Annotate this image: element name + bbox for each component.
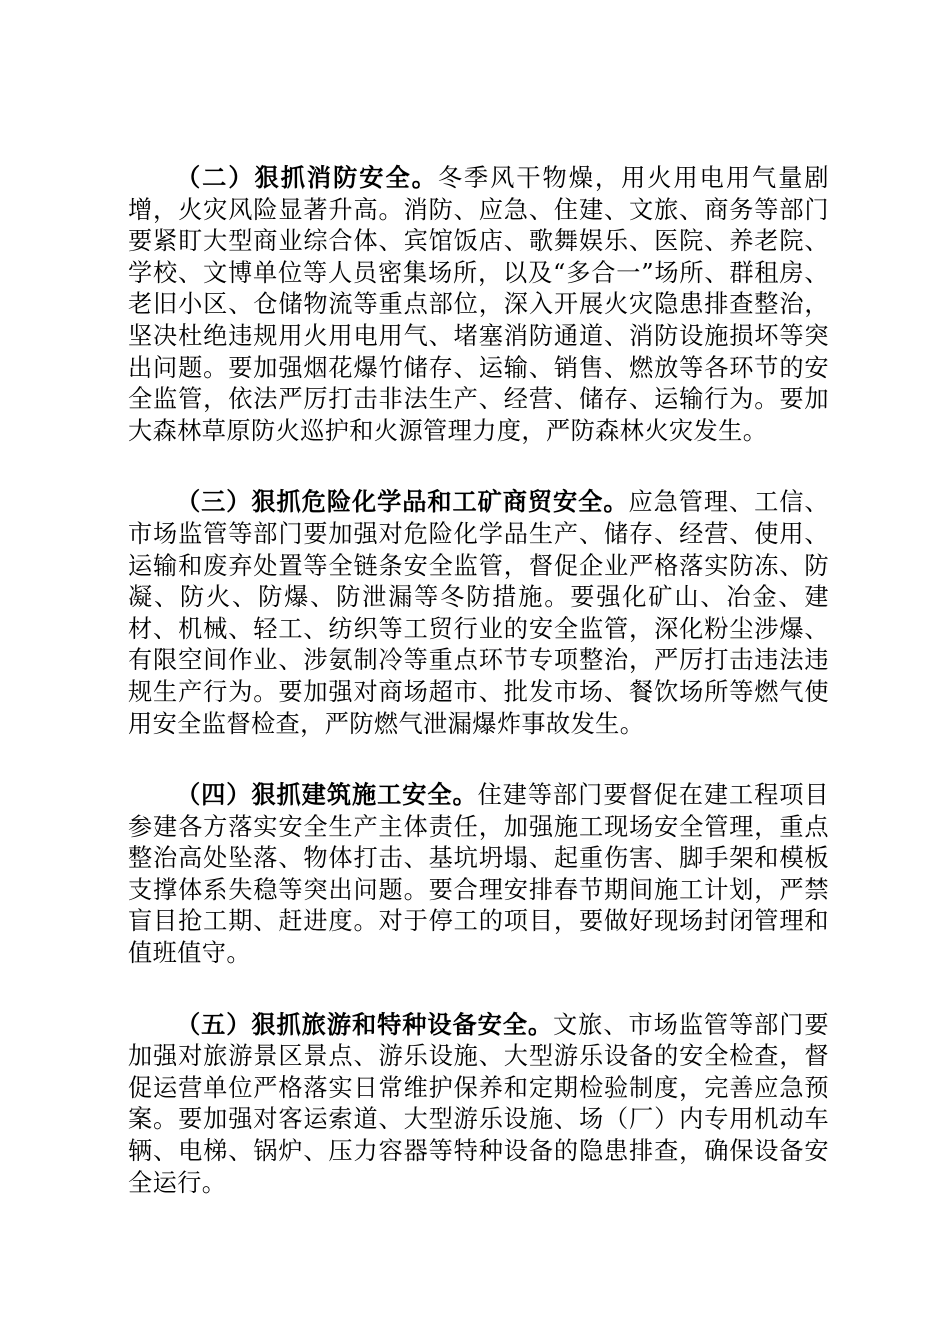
paragraph-heading: （五）狠抓旅游和特种设备安全。 xyxy=(176,1010,554,1039)
paragraph-construction-safety xyxy=(128,780,829,970)
paragraph-fire-safety xyxy=(128,163,829,447)
paragraph-body: 应急管理、工信、市场监管等部门要加强对危险化学品生产、储存、经营、使用、运输和废弃处置等全链条安全监管，督促企业严格落实防冻、防凝、防火、防爆、防泄漏等冬防措施。要强化矿山、冶金、建材、机械、轻工、纺织等工贸行业的安全监管，深化粉尘涉爆、有限空间作业、涉氨制冷等重点环节专项整治，严厉打击违法违规生产行为。要加强对商场超市、批发市场、餐饮场所等燃气使用安全监督检查，严防燃气泄漏爆炸事故发生。 xyxy=(128,488,830,738)
paragraph-heading: （四）狠抓建筑施工安全。 xyxy=(176,781,478,810)
paragraph-body: 文旅、市场监管等部门要加强对旅游景区景点、游乐设施、大型游乐设备的安全检查，督促运营单位严格落实日常维护保养和定期检验制度，完善应急预案。要加强对客运索道、大型游乐设施、场（厂）内专用机动车辆、电梯、锅炉、压力容器等特种设备的隐患排查，确保设备安全运行。 xyxy=(128,1010,829,1197)
paragraph-tourism-equipment xyxy=(128,1010,829,1200)
paragraph-hazardous-chemicals xyxy=(128,487,829,740)
paragraph-heading: （三）狠抓危险化学品和工矿商贸安全。 xyxy=(176,488,629,517)
paragraph-heading: （二）狠抓消防安全。 xyxy=(176,164,438,192)
document-page xyxy=(128,163,829,1239)
paragraph-body: 冬季风干物燥，用火用电用气量剧增，火灾风险显著升高。消防、应急、住建、文旅、商务等部门要紧盯大型商业综合体、宾馆饭店、歌舞娱乐、医院、养老院、学校、文博单位等人员密集场所，以及“多合一”场所、群租房、老旧小区、仓储物流等重点部位，深入开展火灾隐患排查整治，坚决杜绝违规用火用电用气、堵塞消防通道、消防设施损坏等突出问题。要加强烟花爆竹储存、运输、销售、燃放等各环节的安全监管，依法严厉打击非法生产、经营、储存、运输行为。要加大森林草原防火巡护和火源管理力度，严防森林火灾发生。 xyxy=(128,164,829,445)
paragraph-body: 住建等部门要督促在建工程项目参建各方落实安全生产主体责任，加强施工现场安全管理，重点整治高处坠落、物体打击、基坑坍塌、起重伤害、脚手架和模板支撑体系失稳等突出问题。要合理安排春节期间施工计划，严禁盲目抢工期、赶进度。对于停工的项目，要做好现场封闭管理和值班值守。 xyxy=(128,781,829,968)
